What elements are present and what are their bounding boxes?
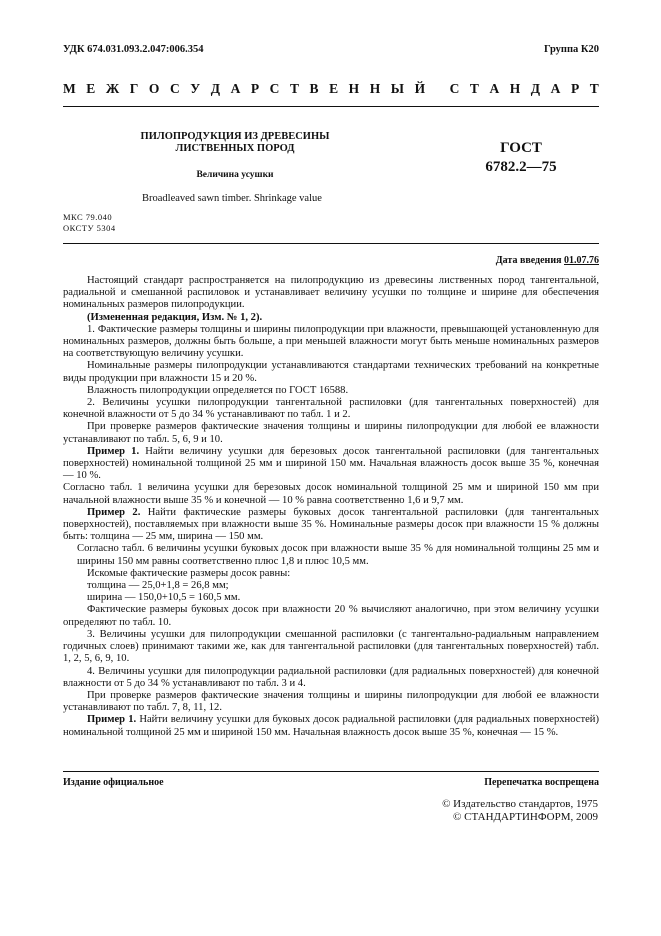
effective-date [496,255,599,266]
footer-divider [63,771,599,772]
gost-label: ГОСТ [500,140,542,156]
title-line-2: ЛИСТВЕННЫХ ПОРОД [175,143,295,154]
banner-divider [63,106,599,107]
header-divider [63,243,599,244]
banner-letter [436,81,439,97]
banner-letter: Й [414,81,426,96]
banner-letter: В [309,81,319,96]
effective-date-value: 01.07.76 [564,255,599,266]
banner-letter: А [489,81,500,96]
reprint-notice: Перепечатка воспрещена [484,777,599,788]
banner-letter: О [148,81,160,96]
banner-letter: Т [589,81,599,96]
english-title: Broadleaved sawn timber. Shrinkage value [142,193,322,204]
official-edition: Издание официальное [63,777,164,788]
banner-letter: Г [129,81,139,96]
udk-code: УДК 674.031.093.2.047:006.354 [63,44,204,55]
copyright-line-2: © СТАНДАРТИНФОРМ, 2009 [453,811,598,823]
paragraph: Согласно табл. 1 величина усушки для березовых досок номинальной толщиной 25 мм и шириной 150 мм при начальной влажности выше 35 % и конечной — 10 % равна соответственно 1,6 и 9,7 мм. [63,482,599,506]
paragraph: Номинальные размеры пилопродукции устанавливаются стандартами технических требований на конкретные виды продукции при влажности 15 и 20 %. [63,360,599,384]
example-label: Пример 1. [87,714,137,726]
banner-letter: Р [250,81,260,96]
calc-line: ширина — 150,0+10,5 = 160,5 мм. [87,592,241,604]
banner-letter: А [550,81,561,96]
banner-letter: Ж [105,81,120,96]
example-text: Найти фактические размеры буковых досок тангентальной распиловки (для тангентальных поверхностей), поставляемых при влажности выше 35 %. Номинальные размеры досок при влажности 15 % должны быть: толщина — 25 мм, ширина — 150 мм. [63,506,599,543]
example-paragraph [63,507,599,544]
paragraph: 3. Величины усушки для пилопродукции смешанной распиловки (с тангентально-радиальным направлением годичных слоев) принимают такими же, как для тангентальной распиловки (для тангентальных поверхностей) табл. 1, 2, 5, 6, 9, 10. [63,628,599,665]
document-title [120,131,350,155]
example-text: Найти величину усушки для буковых досок радиальной распиловки (для радиальных поверхностей) номинальной толщиной 25 мм и шириной 150 мм. Начальная влажность досок выше 35 %, конечная — 15 %. [63,714,599,738]
paragraph: Искомые фактические размеры досок равны: [87,567,291,579]
banner-letter: С [169,81,180,96]
banner-letter: С [269,81,280,96]
banner-letter: Р [570,81,580,96]
example-paragraph [63,446,599,483]
banner-letter: У [190,81,201,96]
group-code: Группа К20 [543,44,599,55]
paragraph: Настоящий стандарт распространяется на пилопродукцию из древесины лиственных пород тангентальной, радиальной и смешанной распиловок и устанавливает величину усушки по толщине и ширине для обеспечения номинальных размеров пилопродукции. [63,275,599,311]
copyright-block [380,798,598,824]
banner-letter: Д [210,81,221,96]
classification-codes [63,212,116,233]
banner-letter: М [63,81,76,96]
document-body [63,275,599,739]
effective-date-label: Дата введения [495,255,564,266]
example-label: Пример 1. [87,445,140,457]
banner-letter: С [449,81,460,96]
amendment-note: (Измененная редакция, Изм. № 1, 2). [87,311,263,323]
banner-letter: Н [348,81,360,96]
banner-letter: А [230,81,241,96]
paragraph: 2. Величины усушки пилопродукции тангентальной распиловки (для тангентальных поверхностей) для конечной влажности от 5 до 34 % устанавливают по табл. 1 и 2. [63,397,599,421]
banner-letter: Е [329,81,339,96]
paragraph: 4. Величины усушки для пилопродукции радиальной распиловки (для радиальных поверхностей) для конечной влажности от 5 до 34 % устанавливают по табл. 3 и 4. [63,665,599,689]
banner-letter: Н [509,81,521,96]
paragraph: 1. Фактические размеры толщины и ширины пилопродукции при влажности, превышающей установленную для номинальных размеров, должны быть больше, а при меньшей влажности могут быть меньше номинальных размеров на соответствующую величину усушки. [63,323,599,360]
example-label: Пример 2. [87,506,141,518]
paragraph: Влажность пилопродукции определяется по ГОСТ 16588. [87,384,349,396]
title-line-1: ПИЛОПРОДУКЦИЯ ИЗ ДРЕВЕСИНЫ [140,131,330,142]
banner-letter: Т [469,81,479,96]
banner-letter: Ы [390,81,405,96]
gost-designation [476,139,566,177]
banner-letter: Е [86,81,96,96]
banner-letter: Т [289,81,299,96]
banner-letter: Н [369,81,381,96]
gost-number: 6782.2—75 [485,159,557,175]
example-paragraph [63,714,599,738]
mks-code: МКС 79.040 [63,212,113,222]
standard-banner [63,81,599,97]
example-text: Найти величину усушки для березовых досок тангентальной распиловки (для тангентальных поверхностей) номинальной толщиной 25 мм и шириной 150 мм. Начальная влажность досок выше 35 %, конечная — 10 %. [63,445,599,482]
oksty-code: ОКСТУ 5304 [63,222,116,233]
paragraph: При проверке размеров фактические значения толщины и ширины пилопродукции для любой ее влажности устанавливают по табл. 7, 8, 11, 12. [63,689,599,714]
copyright-line-1: © Издательство стандартов, 1975 [442,798,598,810]
calc-line: толщина — 25,0+1,8 = 26,8 мм; [87,580,229,592]
banner-letter: Д [530,81,541,96]
paragraph: Согласно табл. 6 величины усушки буковых досок при влажности выше 35 % для номинальной толщины 25 мм и ширины 150 мм равны соответственно плюс 1,8 и плюс 10,5 мм. [77,543,599,567]
document-subtitle: Величина усушки [196,170,274,180]
paragraph: При проверке размеров фактические значения толщины и ширины пилопродукции для любой ее влажности устанавливают по табл. 5, 6, 9 и 10. [63,421,599,445]
paragraph: Фактические размеры буковых досок при влажности 20 % вычисляют аналогично, при этом величину усушки определяют по табл. 10. [63,604,599,628]
